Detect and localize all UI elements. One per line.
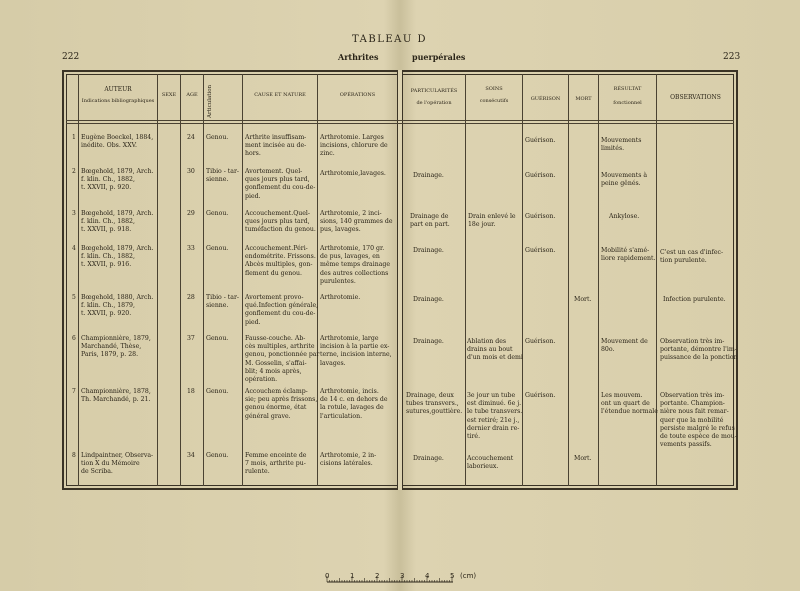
cell-cause: Femme enceinte de 7 mois, arthrite pu- rulente. xyxy=(245,452,307,476)
header-articulation: Articulation xyxy=(207,84,213,118)
header-observations: OBSERVATIONS xyxy=(670,94,721,101)
cell-auteur: Eugène Boeckel, 1884, inédite. Obs. XXV. xyxy=(81,134,154,150)
scale-tick-label: 0 xyxy=(325,572,330,580)
cell-auteur: Championnière, 1879, Marchandé, Thèse, Paris, 1879, p. 28. xyxy=(81,335,151,359)
cell-soins: Accouchement laborieux. xyxy=(467,455,514,471)
cell-cause: Accouchement.Quel- ques jours plus tard, tuméfaction du genou. xyxy=(245,210,316,234)
scale-tick-label: 2 xyxy=(375,572,380,580)
cell-auteur: Lindpaintner, Observa- tion X du Mémoire de Scriba. xyxy=(81,452,154,476)
header-age: AGE xyxy=(186,92,198,98)
cell-soins: Drain enlevé le 18e jour. xyxy=(468,213,516,229)
header-soins: SOINS xyxy=(485,86,503,92)
cell-particularites: Drainage de part en part. xyxy=(410,213,450,229)
cell-observations: Observation très im- portante. Champion- nière nous fait remar- quer que la mobilité persiste malgré le refus de toute espèce de mou- vements passifs. xyxy=(660,392,737,449)
row-number: 5 xyxy=(72,294,76,301)
cell-articulation: Genou. xyxy=(206,134,229,141)
cell-particularites: Drainage. xyxy=(413,296,444,303)
cell-auteur: Championnière, 1878, Th. Marchandé, p. 21. xyxy=(81,388,151,404)
cell-cause: Fausse-couche. Ab- cès multiples, arthrite genou, ponctionnée par M. Gosselin, s'affai- blit; 4 mois après, opération. xyxy=(245,335,320,383)
cell-articulation: Genou. xyxy=(206,210,229,217)
cell-cause: Accouchement.Péri- endométrite. Frissons. Abcès multiples, gon- flement du genou. xyxy=(245,245,316,277)
cell-age: 28 xyxy=(187,294,195,301)
row-number: 7 xyxy=(72,388,76,395)
cell-guerison: Guérison. xyxy=(525,137,556,144)
cell-resultat: Mobilité s'amé- liore rapidement. xyxy=(601,247,656,263)
cell-particularites: Drainage, deux tubes transvers., sutures,gouttière. xyxy=(406,392,463,416)
cell-age: 24 xyxy=(187,134,195,141)
scale-tick-label: 4 xyxy=(425,572,430,580)
cell-cause: Arthrite insuffisam- ment incisée au de- hors. xyxy=(245,134,307,158)
scale-unit: (cm) xyxy=(460,572,477,580)
row-number: 6 xyxy=(72,335,76,342)
cell-resultat: Mouvement de 80o. xyxy=(601,338,648,354)
header-particularites: PARTICULARITÉS xyxy=(410,88,458,94)
page-title: TABLEAU D xyxy=(352,34,427,45)
cell-auteur: Bœgehold, 1879, Arch. f. klin. Ch., 1882, t. XXVII, p. 918. xyxy=(81,210,154,234)
cell-articulation: Genou. xyxy=(206,245,229,252)
cell-resultat: Mouvements à peine gênés. xyxy=(601,172,648,188)
header-resultat: RÉSULTAT xyxy=(613,86,642,92)
cell-articulation: Genou. xyxy=(206,335,229,342)
cell-articulation: Tibio - tar- sienne. xyxy=(206,294,240,310)
header-operations: OPÉRATIONS xyxy=(339,92,376,98)
cell-operations: Arthrotomie, large incision à la partie ex- terne, incision interne, lavages. xyxy=(320,335,392,367)
header-particularites-sub: de l'opération xyxy=(416,100,452,106)
row-number: 8 xyxy=(72,452,76,459)
row-number: 1 xyxy=(72,134,76,141)
cell-auteur: Bœgehold, 1879, Arch. f. klin. Ch., 1882, t. XXVII, p. 920. xyxy=(81,168,154,192)
cell-age: 34 xyxy=(187,452,195,459)
cell-auteur: Bœgehold, 1879, Arch. f. klin. Ch., 1882, t. XXVII, p. 916. xyxy=(81,245,154,269)
cell-operations: Arthrotomie. xyxy=(320,294,361,301)
cell-particularites: Drainage. xyxy=(413,247,444,254)
cell-articulation: Genou. xyxy=(206,452,229,459)
cell-age: 33 xyxy=(187,245,195,252)
scale-tick-label: 5 xyxy=(450,572,455,580)
header-resultat-sub: fonctionnel xyxy=(613,100,642,106)
scale-tick-label: 3 xyxy=(400,572,405,580)
cell-resultat: Les mouvem. ont un quart de l'étendue normale xyxy=(601,392,658,416)
cell-cause: Accouchem éclamp- sie; peu après frissons, genou énorme, état général grave. xyxy=(245,388,318,420)
cell-observations: C'est un cas d'infec- tion purulente. xyxy=(660,249,724,265)
cell-guerison: Guérison. xyxy=(525,338,556,345)
cell-operations: Arthrotomie, 2 in- cisions latérales. xyxy=(320,452,377,468)
cell-operations: Arthrotomie, 2 inci- sions, 140 grammes de pus, lavages. xyxy=(320,210,393,234)
page-number-right: 223 xyxy=(723,52,741,62)
cell-guerison: Guérison. xyxy=(525,213,556,220)
cell-auteur: Bœgehold, 1880, Arch. f. klin. Ch., 1879, t. XXVII, p. 920. xyxy=(81,294,154,318)
header-soins-sub: consécutifs xyxy=(479,98,509,104)
header-sexe: SEXE xyxy=(161,92,177,98)
cell-cause: Avortement. Quel- ques jours plus tard, gonflement du cou-de- pied. xyxy=(245,168,316,200)
cell-mort: Mort. xyxy=(574,455,592,462)
cell-operations: Arthrotomie,lavages. xyxy=(320,170,386,177)
cell-guerison: Guérison. xyxy=(525,247,556,254)
cell-operations: Arthrotomie, incis. de 14 c. en dehors de la rotule, lavages de l'articulation. xyxy=(320,388,388,420)
cell-articulation: Tibio - tar- sienne. xyxy=(206,168,240,184)
cell-cause: Avortement provo- qué.Infection générale, gonflement du cou-de- pied. xyxy=(245,294,319,326)
page-number-left: 222 xyxy=(62,52,80,62)
cell-soins: Ablation des drains au bout d'un mois et demi xyxy=(467,338,523,362)
scale-tick-label: 1 xyxy=(350,572,355,580)
row-number: 2 xyxy=(72,168,76,175)
cell-observations: Infection purulente. xyxy=(663,296,726,303)
cell-age: 18 xyxy=(187,388,195,395)
scale-bar xyxy=(322,570,458,584)
cell-age: 30 xyxy=(187,168,195,175)
cell-guerison: Guérison. xyxy=(525,172,556,179)
header-auteur-sub: Indications bibliographiques xyxy=(81,98,155,104)
cell-guerison: Guérison. xyxy=(525,392,556,399)
cell-age: 37 xyxy=(187,335,195,342)
cell-resultat: Mouvements limités. xyxy=(601,137,642,153)
page-subtitle-right: puerpérales xyxy=(412,52,466,62)
cell-soins: 3e jour un tube est diminué. 6e j. le tube transvers. est retiré; 21e j., dernier drain re- tiré. xyxy=(467,392,523,440)
cell-observations: Observation très im- portante, démontre l'im- puissance de la ponction xyxy=(660,338,738,362)
header-mort: MORT xyxy=(575,96,592,102)
cell-operations: Arthrotomie. Larges incisions, chlorure de zinc. xyxy=(320,134,388,158)
cell-particularites: Drainage. xyxy=(413,455,444,462)
cell-mort: Mort. xyxy=(574,296,592,303)
cell-articulation: Genou. xyxy=(206,388,229,395)
cell-operations: Arthrotomie, 170 gr. de pus, lavages, en même temps drainage des autres collections purulentes. xyxy=(320,245,391,285)
header-cause: CAUSE ET NATURE xyxy=(254,92,306,98)
row-number: 4 xyxy=(72,245,76,252)
header-guerison: GUÉRISON xyxy=(530,96,561,102)
row-number: 3 xyxy=(72,210,76,217)
header-auteur: AUTEUR xyxy=(104,86,132,93)
book-gutter xyxy=(397,70,403,490)
cell-particularites: Drainage. xyxy=(413,172,444,179)
cell-resultat: Ankylose. xyxy=(609,213,640,220)
cell-age: 29 xyxy=(187,210,195,217)
cell-particularites: Drainage. xyxy=(413,338,444,345)
page-subtitle-left: Arthrites xyxy=(338,52,379,62)
